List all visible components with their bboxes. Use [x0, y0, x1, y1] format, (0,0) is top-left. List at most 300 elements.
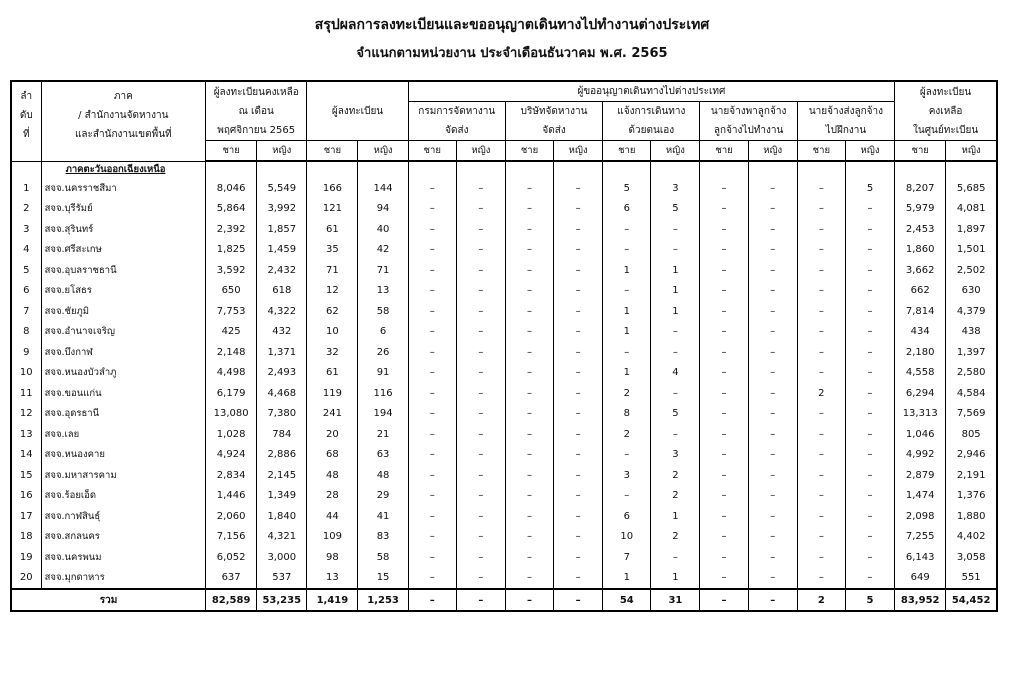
- office-name: สจจ.หนองบัวลำภู: [41, 363, 205, 384]
- value-cell: –: [554, 547, 603, 568]
- value-cell: –: [845, 260, 894, 281]
- total-cell: 54: [603, 589, 651, 611]
- office-name: สจจ.ชัยภูมิ: [41, 301, 205, 322]
- value-cell: 6: [603, 506, 651, 527]
- value-cell: –: [748, 383, 797, 404]
- value-cell: –: [748, 527, 797, 548]
- value-cell: 2,098: [895, 506, 946, 527]
- value-cell: 83: [358, 527, 408, 548]
- value-cell: 4,558: [895, 363, 946, 384]
- value-cell: 5: [651, 404, 700, 425]
- value-cell: 13: [307, 568, 358, 590]
- row-number: 17: [11, 506, 41, 527]
- value-cell: 71: [307, 260, 358, 281]
- value-cell: –: [845, 527, 894, 548]
- permit-type-header: นายจ้างส่งลูกจ้าง ไปฝึกงาน: [797, 102, 894, 141]
- office-name: สจจ.มหาสารคาม: [41, 465, 205, 486]
- value-cell: –: [797, 363, 845, 384]
- row-number: 8: [11, 322, 41, 343]
- value-cell: 1: [603, 322, 651, 343]
- value-cell: 48: [307, 465, 358, 486]
- value-cell: 637: [206, 568, 257, 590]
- value-cell: 2,834: [206, 465, 257, 486]
- permit-type-header: บริษัทจัดหางาน จัดส่ง: [505, 102, 602, 141]
- region-label: ภาคตะวันออกเฉียงเหนือ: [41, 161, 205, 178]
- value-cell: –: [408, 465, 456, 486]
- value-cell: –: [554, 568, 603, 590]
- value-cell: 35: [307, 240, 358, 261]
- total-row: [11, 589, 997, 611]
- value-cell: 41: [358, 506, 408, 527]
- value-cell: 1: [651, 301, 700, 322]
- value-cell: –: [505, 383, 553, 404]
- value-cell: 650: [206, 281, 257, 302]
- value-cell: –: [456, 506, 505, 527]
- value-cell: 119: [307, 383, 358, 404]
- value-cell: –: [651, 219, 700, 240]
- value-cell: –: [700, 260, 748, 281]
- row-number: 5: [11, 260, 41, 281]
- value-cell: 29: [358, 486, 408, 507]
- value-cell: 3,592: [206, 260, 257, 281]
- table-row: [11, 281, 997, 302]
- value-cell: –: [408, 404, 456, 425]
- value-cell: –: [456, 527, 505, 548]
- value-cell: 20: [307, 424, 358, 445]
- value-cell: –: [456, 445, 505, 466]
- value-cell: 2,493: [257, 363, 307, 384]
- value-cell: –: [748, 240, 797, 261]
- value-cell: –: [456, 363, 505, 384]
- value-cell: –: [797, 301, 845, 322]
- table-row: [11, 178, 997, 199]
- value-cell: –: [700, 199, 748, 220]
- value-cell: –: [845, 547, 894, 568]
- value-cell: 2,191: [946, 465, 997, 486]
- value-cell: 1: [603, 568, 651, 590]
- row-number: 6: [11, 281, 41, 302]
- value-cell: –: [700, 240, 748, 261]
- value-cell: –: [845, 219, 894, 240]
- value-cell: 2,060: [206, 506, 257, 527]
- value-cell: 1: [651, 260, 700, 281]
- row-number: 12: [11, 404, 41, 425]
- value-cell: –: [408, 547, 456, 568]
- value-cell: 61: [307, 363, 358, 384]
- value-cell: 1,397: [946, 342, 997, 363]
- value-cell: –: [505, 260, 553, 281]
- table-row: [11, 424, 997, 445]
- total-cell: 31: [651, 589, 700, 611]
- value-cell: 3: [603, 465, 651, 486]
- value-cell: 4,379: [946, 301, 997, 322]
- value-cell: 2: [603, 424, 651, 445]
- male-header: ชาย: [700, 141, 748, 162]
- value-cell: 7,255: [895, 527, 946, 548]
- value-cell: –: [651, 322, 700, 343]
- row-number: 9: [11, 342, 41, 363]
- value-cell: 44: [307, 506, 358, 527]
- total-cell: –: [700, 589, 748, 611]
- value-cell: 48: [358, 465, 408, 486]
- value-cell: 3: [651, 445, 700, 466]
- total-label: รวม: [11, 589, 206, 611]
- value-cell: 7,569: [946, 404, 997, 425]
- value-cell: –: [554, 178, 603, 199]
- male-header: ชาย: [505, 141, 553, 162]
- value-cell: 7,753: [206, 301, 257, 322]
- value-cell: –: [748, 322, 797, 343]
- value-cell: –: [700, 445, 748, 466]
- table-row: [11, 465, 997, 486]
- value-cell: –: [797, 199, 845, 220]
- value-cell: 58: [358, 547, 408, 568]
- office-name: สจจ.ร้อยเอ็ด: [41, 486, 205, 507]
- table-row: [11, 260, 997, 281]
- value-cell: 2,432: [257, 260, 307, 281]
- value-cell: –: [748, 486, 797, 507]
- value-cell: –: [408, 260, 456, 281]
- value-cell: –: [456, 404, 505, 425]
- value-cell: –: [554, 363, 603, 384]
- row-number: 13: [11, 424, 41, 445]
- value-cell: –: [505, 465, 553, 486]
- office-name: สจจ.อุบลราชธานี: [41, 260, 205, 281]
- value-cell: 8,046: [206, 178, 257, 199]
- value-cell: –: [797, 281, 845, 302]
- value-cell: 784: [257, 424, 307, 445]
- value-cell: –: [845, 281, 894, 302]
- value-cell: –: [456, 199, 505, 220]
- value-cell: –: [845, 383, 894, 404]
- value-cell: –: [408, 281, 456, 302]
- value-cell: –: [505, 240, 553, 261]
- female-header: หญิง: [748, 141, 797, 162]
- value-cell: –: [797, 486, 845, 507]
- office-name: สจจ.นครราชสีมา: [41, 178, 205, 199]
- value-cell: –: [554, 281, 603, 302]
- value-cell: –: [700, 424, 748, 445]
- value-cell: –: [845, 363, 894, 384]
- value-cell: 7,156: [206, 527, 257, 548]
- value-cell: 40: [358, 219, 408, 240]
- value-cell: 1: [603, 363, 651, 384]
- value-cell: –: [797, 240, 845, 261]
- office-name: สจจ.สกลนคร: [41, 527, 205, 548]
- value-cell: –: [797, 219, 845, 240]
- row-number: 10: [11, 363, 41, 384]
- office-name: สจจ.หนองคาย: [41, 445, 205, 466]
- value-cell: –: [797, 568, 845, 590]
- value-cell: –: [603, 342, 651, 363]
- value-cell: 5,685: [946, 178, 997, 199]
- value-cell: –: [456, 178, 505, 199]
- value-cell: –: [408, 301, 456, 322]
- value-cell: –: [505, 506, 553, 527]
- value-cell: –: [554, 199, 603, 220]
- total-cell: –: [408, 589, 456, 611]
- remaining-end-header: ผู้ลงทะเบียน คงเหลือ ในศูนย์ทะเบียน: [895, 81, 997, 141]
- value-cell: 4,584: [946, 383, 997, 404]
- value-cell: –: [700, 486, 748, 507]
- value-cell: –: [505, 547, 553, 568]
- value-cell: –: [651, 424, 700, 445]
- value-cell: –: [748, 219, 797, 240]
- value-cell: 1,474: [895, 486, 946, 507]
- table-row: [11, 527, 997, 548]
- value-cell: –: [845, 199, 894, 220]
- table-row: [11, 486, 997, 507]
- value-cell: 4,402: [946, 527, 997, 548]
- value-cell: –: [408, 322, 456, 343]
- value-cell: 5,864: [206, 199, 257, 220]
- value-cell: 71: [358, 260, 408, 281]
- value-cell: 3: [651, 178, 700, 199]
- total-cell: 83,952: [895, 589, 946, 611]
- value-cell: 4,081: [946, 199, 997, 220]
- value-cell: –: [456, 486, 505, 507]
- value-cell: 2: [797, 383, 845, 404]
- value-cell: 551: [946, 568, 997, 590]
- total-cell: 1,419: [307, 589, 358, 611]
- value-cell: –: [603, 445, 651, 466]
- total-cell: –: [554, 589, 603, 611]
- value-cell: 4,468: [257, 383, 307, 404]
- value-cell: –: [456, 322, 505, 343]
- value-cell: –: [505, 219, 553, 240]
- value-cell: 12: [307, 281, 358, 302]
- value-cell: –: [408, 199, 456, 220]
- value-cell: 425: [206, 322, 257, 343]
- value-cell: –: [456, 424, 505, 445]
- value-cell: 1,376: [946, 486, 997, 507]
- value-cell: –: [456, 301, 505, 322]
- value-cell: –: [408, 219, 456, 240]
- value-cell: –: [554, 404, 603, 425]
- value-cell: –: [797, 547, 845, 568]
- office-header: ภาค / สำนักงานจัดหางาน และสำนักงานเขตพื้นที่: [41, 81, 205, 161]
- male-header: ชาย: [895, 141, 946, 162]
- value-cell: 805: [946, 424, 997, 445]
- male-header: ชาย: [797, 141, 845, 162]
- table-row: [11, 445, 997, 466]
- value-cell: 62: [307, 301, 358, 322]
- value-cell: 94: [358, 199, 408, 220]
- office-name: สจจ.นครพนม: [41, 547, 205, 568]
- value-cell: –: [700, 363, 748, 384]
- table-row: [11, 199, 997, 220]
- value-cell: 5,549: [257, 178, 307, 199]
- value-cell: –: [603, 281, 651, 302]
- value-cell: 432: [257, 322, 307, 343]
- value-cell: –: [505, 342, 553, 363]
- value-cell: 8,207: [895, 178, 946, 199]
- value-cell: 32: [307, 342, 358, 363]
- value-cell: 2: [603, 383, 651, 404]
- office-name: สจจ.เลย: [41, 424, 205, 445]
- value-cell: –: [554, 506, 603, 527]
- value-cell: 1: [651, 281, 700, 302]
- value-cell: –: [505, 178, 553, 199]
- value-cell: 8: [603, 404, 651, 425]
- value-cell: 438: [946, 322, 997, 343]
- value-cell: –: [554, 465, 603, 486]
- value-cell: 1,860: [895, 240, 946, 261]
- table-row: [11, 322, 997, 343]
- value-cell: –: [651, 547, 700, 568]
- row-number: 18: [11, 527, 41, 548]
- value-cell: 662: [895, 281, 946, 302]
- value-cell: 21: [358, 424, 408, 445]
- value-cell: 4,992: [895, 445, 946, 466]
- value-cell: –: [700, 404, 748, 425]
- value-cell: 2: [651, 465, 700, 486]
- value-cell: 241: [307, 404, 358, 425]
- value-cell: –: [748, 342, 797, 363]
- value-cell: –: [651, 383, 700, 404]
- value-cell: –: [505, 322, 553, 343]
- value-cell: –: [505, 486, 553, 507]
- value-cell: –: [408, 363, 456, 384]
- value-cell: –: [554, 527, 603, 548]
- value-cell: –: [554, 486, 603, 507]
- value-cell: –: [845, 445, 894, 466]
- value-cell: –: [700, 301, 748, 322]
- value-cell: 28: [307, 486, 358, 507]
- permit-type-header: แจ้งการเดินทาง ด้วยตนเอง: [603, 102, 700, 141]
- registered-header: ผู้ลงทะเบียน: [307, 81, 408, 141]
- value-cell: 6: [603, 199, 651, 220]
- female-header: หญิง: [651, 141, 700, 162]
- value-cell: –: [456, 219, 505, 240]
- seq-header: ลำ ดับ ที่: [11, 81, 41, 161]
- value-cell: 7,814: [895, 301, 946, 322]
- value-cell: 2: [651, 527, 700, 548]
- value-cell: 7,380: [257, 404, 307, 425]
- value-cell: 1,459: [257, 240, 307, 261]
- female-header: หญิง: [358, 141, 408, 162]
- value-cell: –: [554, 260, 603, 281]
- value-cell: –: [845, 486, 894, 507]
- value-cell: –: [505, 424, 553, 445]
- value-cell: –: [845, 322, 894, 343]
- value-cell: 6,294: [895, 383, 946, 404]
- value-cell: –: [845, 301, 894, 322]
- value-cell: –: [748, 465, 797, 486]
- value-cell: 537: [257, 568, 307, 590]
- value-cell: –: [700, 219, 748, 240]
- value-cell: 5: [651, 199, 700, 220]
- female-header: หญิง: [554, 141, 603, 162]
- value-cell: 144: [358, 178, 408, 199]
- value-cell: –: [456, 383, 505, 404]
- value-cell: –: [505, 404, 553, 425]
- value-cell: 1,897: [946, 219, 997, 240]
- value-cell: 1,371: [257, 342, 307, 363]
- value-cell: 2,886: [257, 445, 307, 466]
- value-cell: 1,028: [206, 424, 257, 445]
- row-number: 4: [11, 240, 41, 261]
- value-cell: –: [554, 219, 603, 240]
- office-name: สจจ.กาฬสินธุ์: [41, 506, 205, 527]
- value-cell: 1: [603, 301, 651, 322]
- value-cell: –: [408, 342, 456, 363]
- value-cell: –: [408, 506, 456, 527]
- value-cell: –: [845, 240, 894, 261]
- office-name: สจจ.บุรีรัมย์: [41, 199, 205, 220]
- value-cell: 1: [603, 260, 651, 281]
- value-cell: –: [505, 445, 553, 466]
- value-cell: 1,857: [257, 219, 307, 240]
- value-cell: –: [554, 445, 603, 466]
- row-number: 11: [11, 383, 41, 404]
- value-cell: 13,313: [895, 404, 946, 425]
- total-cell: –: [748, 589, 797, 611]
- value-cell: –: [651, 240, 700, 261]
- female-header: หญิง: [946, 141, 997, 162]
- office-name: สจจ.อุดรธานี: [41, 404, 205, 425]
- female-header: หญิง: [845, 141, 894, 162]
- table-row: [11, 240, 997, 261]
- value-cell: –: [456, 465, 505, 486]
- value-cell: –: [845, 424, 894, 445]
- value-cell: –: [456, 547, 505, 568]
- value-cell: –: [651, 342, 700, 363]
- value-cell: –: [700, 322, 748, 343]
- value-cell: 166: [307, 178, 358, 199]
- value-cell: –: [408, 383, 456, 404]
- value-cell: –: [700, 342, 748, 363]
- table-row: [11, 363, 997, 384]
- value-cell: 7: [603, 547, 651, 568]
- total-cell: 5: [845, 589, 894, 611]
- value-cell: 1,825: [206, 240, 257, 261]
- row-number: 16: [11, 486, 41, 507]
- office-name: สจจ.ขอนแก่น: [41, 383, 205, 404]
- value-cell: –: [748, 178, 797, 199]
- value-cell: 109: [307, 527, 358, 548]
- table-row: [11, 568, 997, 590]
- male-header: ชาย: [603, 141, 651, 162]
- registration-table: [10, 80, 998, 612]
- value-cell: 4: [651, 363, 700, 384]
- value-cell: –: [845, 404, 894, 425]
- total-cell: 82,589: [206, 589, 257, 611]
- value-cell: –: [845, 342, 894, 363]
- value-cell: –: [797, 342, 845, 363]
- row-number: 1: [11, 178, 41, 199]
- value-cell: –: [505, 199, 553, 220]
- value-cell: 13,080: [206, 404, 257, 425]
- value-cell: –: [408, 424, 456, 445]
- value-cell: –: [797, 178, 845, 199]
- value-cell: –: [505, 301, 553, 322]
- value-cell: –: [797, 506, 845, 527]
- value-cell: 61: [307, 219, 358, 240]
- male-header: ชาย: [408, 141, 456, 162]
- value-cell: 98: [307, 547, 358, 568]
- value-cell: 15: [358, 568, 408, 590]
- value-cell: –: [797, 445, 845, 466]
- value-cell: –: [456, 260, 505, 281]
- value-cell: –: [505, 568, 553, 590]
- value-cell: 2,180: [895, 342, 946, 363]
- office-name: สจจ.ศรีสะเกษ: [41, 240, 205, 261]
- value-cell: –: [748, 363, 797, 384]
- value-cell: 63: [358, 445, 408, 466]
- value-cell: –: [748, 547, 797, 568]
- value-cell: –: [845, 568, 894, 590]
